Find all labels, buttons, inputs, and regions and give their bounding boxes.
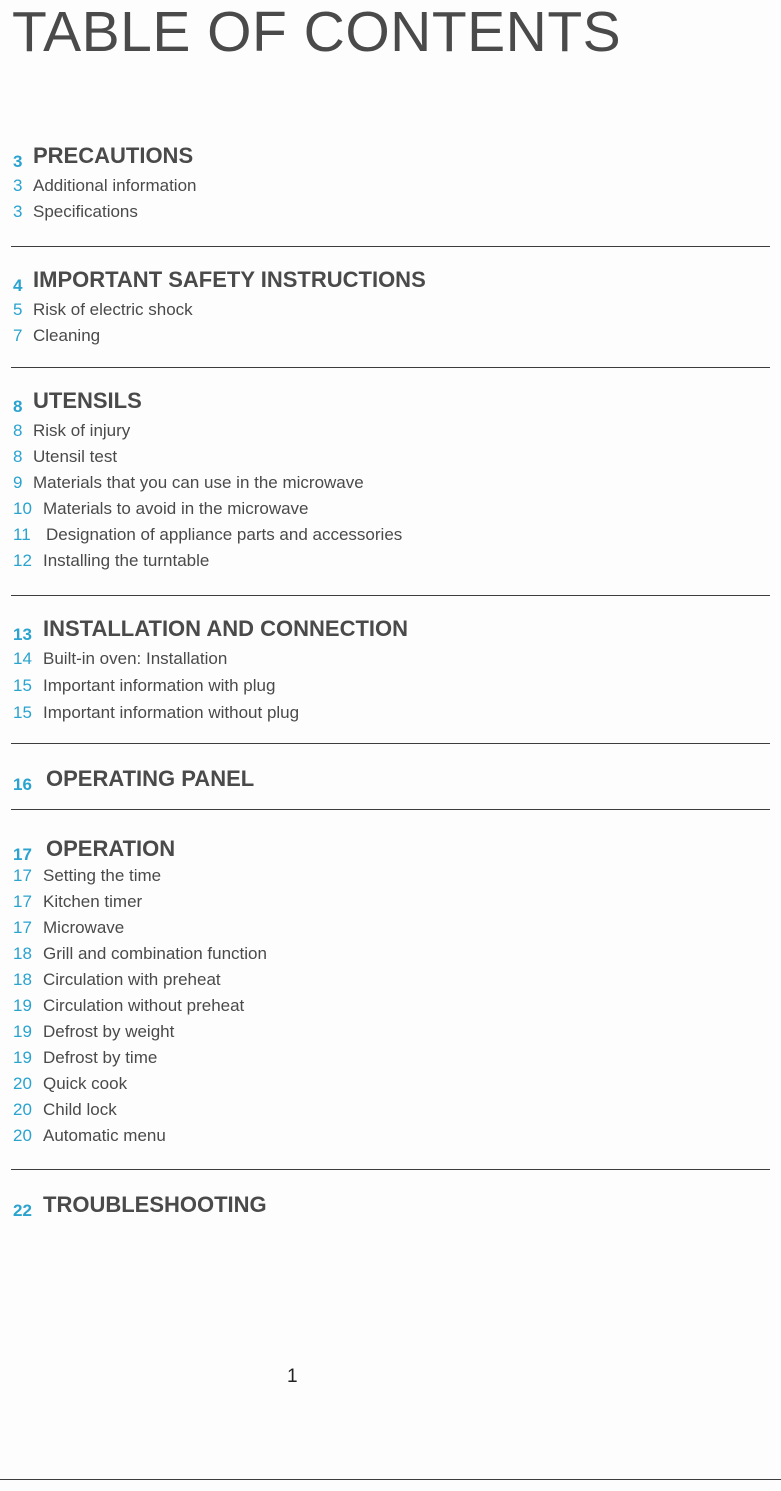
toc-heading[interactable] (0, 388, 781, 418)
toc-entry-label: Circulation without preheat (43, 996, 245, 1015)
toc-heading-label: INSTALLATION AND CONNECTION (43, 616, 409, 641)
toc-entry[interactable] (0, 993, 781, 1019)
toc-entry-label: Important information with plug (43, 676, 276, 695)
toc-entry-label: Utensil test (33, 447, 118, 466)
toc-section-safety (0, 267, 781, 349)
toc-entry-label: Circulation with preheat (43, 970, 221, 989)
toc-entry-page: 19 (13, 1022, 32, 1041)
toc-entry[interactable] (0, 915, 781, 941)
toc-entry-page: 18 (13, 970, 32, 989)
toc-entry-label: Setting the time (43, 866, 162, 885)
toc-heading[interactable] (0, 616, 781, 646)
toc-entry-label: Child lock (43, 1100, 117, 1119)
divider (11, 743, 770, 744)
toc-entry-page: 8 (13, 447, 23, 466)
toc-entry-label: Defrost by weight (43, 1022, 175, 1041)
toc-entry[interactable] (0, 444, 781, 470)
toc-entry[interactable] (0, 173, 781, 199)
toc-entry[interactable] (0, 323, 781, 349)
toc-entry-page: 11 (13, 525, 31, 544)
toc-entry-label: Defrost by time (43, 1048, 158, 1067)
toc-entry-page: 15 (13, 703, 32, 722)
toc-entry-label: Specifications (33, 202, 138, 221)
toc-section-installation (0, 616, 781, 727)
toc-heading[interactable] (0, 267, 781, 297)
toc-entry[interactable] (0, 522, 781, 548)
toc-entry-label: Quick cook (43, 1074, 128, 1093)
toc-heading-label: UTENSILS (33, 388, 142, 413)
toc-entry[interactable] (0, 863, 781, 889)
toc-heading-label: PRECAUTIONS (33, 143, 194, 168)
page-number: 1 (287, 1366, 298, 1387)
toc-entry-label: Materials that you can use in the microwave (33, 473, 364, 492)
toc-section-precautions (0, 143, 781, 225)
toc-entry-label: Built-in oven: Installation (43, 649, 228, 668)
toc-entry-page: 12 (13, 551, 32, 570)
toc-entry-page: 8 (13, 421, 23, 440)
toc-entry[interactable] (0, 297, 781, 323)
toc-entry[interactable] (0, 1045, 781, 1071)
toc-heading-label: OPERATION (46, 836, 176, 861)
toc-entry[interactable] (0, 199, 781, 225)
toc-entry-page: 15 (13, 676, 32, 695)
toc-entry-label: Designation of appliance parts and accessories (46, 525, 403, 544)
toc-entry-page: 17 (13, 866, 32, 885)
toc-heading-page: 13 (13, 625, 32, 644)
toc-section-utensils (0, 388, 781, 574)
toc-entry-label: Cleaning (33, 326, 101, 345)
toc-section-troubleshooting (0, 1192, 781, 1222)
toc-entry[interactable] (0, 1019, 781, 1045)
divider (11, 809, 770, 810)
toc-entry-page: 20 (13, 1126, 32, 1145)
toc-entry[interactable] (0, 1097, 781, 1123)
toc-heading-page: 8 (13, 397, 23, 416)
toc-heading[interactable] (0, 143, 781, 173)
toc-heading-page: 4 (13, 276, 23, 295)
toc-entry-page: 20 (13, 1100, 32, 1119)
toc-entry[interactable] (0, 496, 781, 522)
toc-entry-page: 14 (13, 649, 32, 668)
toc-entry-page: 3 (13, 176, 23, 195)
toc-entry[interactable] (0, 418, 781, 444)
toc-entry-label: Risk of electric shock (33, 300, 193, 319)
toc-heading-page: 16 (13, 775, 32, 794)
toc-section-operating-panel (0, 766, 781, 796)
toc-entry[interactable] (0, 941, 781, 967)
divider (11, 246, 770, 247)
toc-entry-page: 3 (13, 202, 23, 221)
toc-entry-page: 7 (13, 326, 23, 345)
toc-entry[interactable] (0, 548, 781, 574)
toc-entry-page: 19 (13, 1048, 32, 1067)
toc-heading[interactable] (0, 1192, 781, 1222)
toc-entry-page: 17 (13, 918, 32, 937)
toc-heading-label: TROUBLESHOOTING (43, 1192, 267, 1217)
toc-entry-page: 5 (13, 300, 23, 319)
toc-heading[interactable] (0, 766, 781, 796)
toc-entry[interactable] (0, 1071, 781, 1097)
toc-entry-page: 20 (13, 1074, 32, 1093)
divider (11, 595, 770, 596)
page-title: TABLE OF CONTENTS (12, 0, 622, 64)
divider (11, 1169, 770, 1170)
toc-entry[interactable] (0, 889, 781, 915)
toc-entry-label: Additional information (33, 176, 197, 195)
toc-heading-label: OPERATING PANEL (46, 766, 255, 791)
toc-entry-label: Microwave (43, 918, 125, 937)
toc-heading-page: 22 (13, 1201, 32, 1220)
toc-entry-label: Important information without plug (43, 703, 300, 722)
toc-heading-page: 3 (13, 152, 23, 171)
toc-entry-label: Installing the turntable (43, 551, 210, 570)
toc-entry-page: 19 (13, 996, 32, 1015)
toc-entry-label: Risk of injury (33, 421, 131, 440)
divider (11, 367, 770, 368)
toc-entry-page: 18 (13, 944, 32, 963)
toc-entry[interactable] (0, 1123, 781, 1149)
toc-entry-label: Kitchen timer (43, 892, 143, 911)
toc-heading[interactable] (0, 836, 781, 863)
toc-entry-page: 17 (13, 892, 32, 911)
toc-heading-page: 17 (13, 845, 32, 864)
page-bottom-divider (0, 1479, 781, 1480)
toc-entry-page: 9 (13, 473, 23, 492)
toc-heading-label: IMPORTANT SAFETY INSTRUCTIONS (33, 267, 426, 292)
toc-entry-label: Automatic menu (43, 1126, 166, 1145)
toc-entry[interactable] (0, 967, 781, 993)
toc-entry[interactable] (0, 646, 781, 673)
toc-section-operation (0, 836, 781, 1149)
toc-entry-page: 10 (13, 499, 32, 518)
toc-entry-label: Grill and combination function (43, 944, 267, 963)
toc-entry[interactable] (0, 470, 781, 496)
toc-entry[interactable] (0, 673, 781, 700)
toc-entry-label: Materials to avoid in the microwave (43, 499, 309, 518)
toc-entry[interactable] (0, 700, 781, 727)
